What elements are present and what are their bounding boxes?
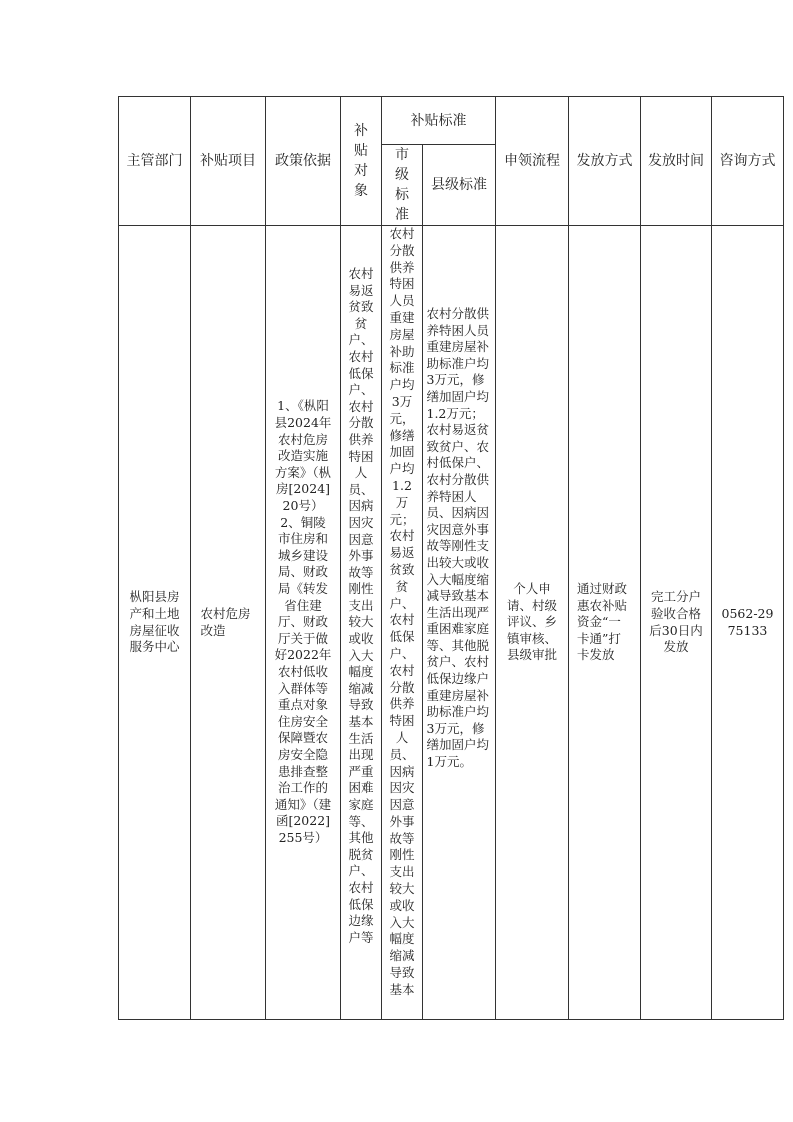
cell-method: 通过财政惠农补贴资金“一卡通”打卡发放 (569, 226, 641, 1020)
cell-basis: 1、《枞阳县2024年农村危房改造实施方案》（枞房[2024]20号）2、铜陵市住房和城乡建设局、财政局《转发省住建厅、财政厅关于做好2022年农村低收入群体等重点对象住房安全保障暨农房安全隐患排查整治工作的通知》（建函[2022]255号） (266, 226, 341, 1020)
header-project: 补贴项目 (191, 97, 266, 226)
header-consult: 咨询方式 (712, 97, 784, 226)
table-row (119, 226, 784, 1020)
header-city-standard: 市级标准 (382, 145, 423, 226)
header-process: 申领流程 (496, 97, 569, 226)
header-basis: 政策依据 (266, 97, 341, 226)
cell-time: 完工分户验收合格后30日内发放 (641, 226, 712, 1020)
cell-city-standard: 农村分散供养特困人员重建房屋补助标准户均3万元，修缮加固户均1.2万元；农村易返贫致贫户、农村低保户、农村分散供养特困人员、因病因灾因意外事故等刚性支出较大或收入大幅度缩减导致基本 (382, 226, 423, 1020)
header-row-1 (119, 97, 784, 145)
cell-target: 农村易返贫致贫户、农村低保户、农村分散供养特困人员、因病因灾因意外事故等刚性支出较大或收入大幅度缩减导致基本生活出现严重困难家庭等、其他脱贫户、农村低保边缘户等 (341, 226, 382, 1020)
cell-project: 农村危房改造 (191, 226, 266, 1020)
cell-dept: 枞阳县房产和土地房屋征收服务中心 (119, 226, 191, 1020)
cell-county-standard: 农村分散供养特困人员重建房屋补助标准户均3万元，修缮加固户均1.2万元；农村易返贫致贫户、农村低保户、农村分散供养特困人员、因病因灾因意外事故等刚性支出较大或收入大幅度缩减导致基本生活出现严重困难家庭等、其他脱贫户、农村低保边缘户重建房屋补助标准户均3万元，修缮加固户均1万元。 (423, 226, 496, 1020)
header-county-standard: 县级标准 (423, 145, 496, 226)
subsidy-table (118, 96, 784, 1020)
header-target: 补贴对象 (341, 97, 382, 226)
header-time: 发放时间 (641, 97, 712, 226)
header-dept: 主管部门 (119, 97, 191, 226)
header-standard: 补贴标准 (382, 97, 496, 145)
header-method: 发放方式 (569, 97, 641, 226)
cell-consult: 0562-2975133 (712, 226, 784, 1020)
cell-process: 个人申请、村级评议、乡镇审核、县级审批 (496, 226, 569, 1020)
